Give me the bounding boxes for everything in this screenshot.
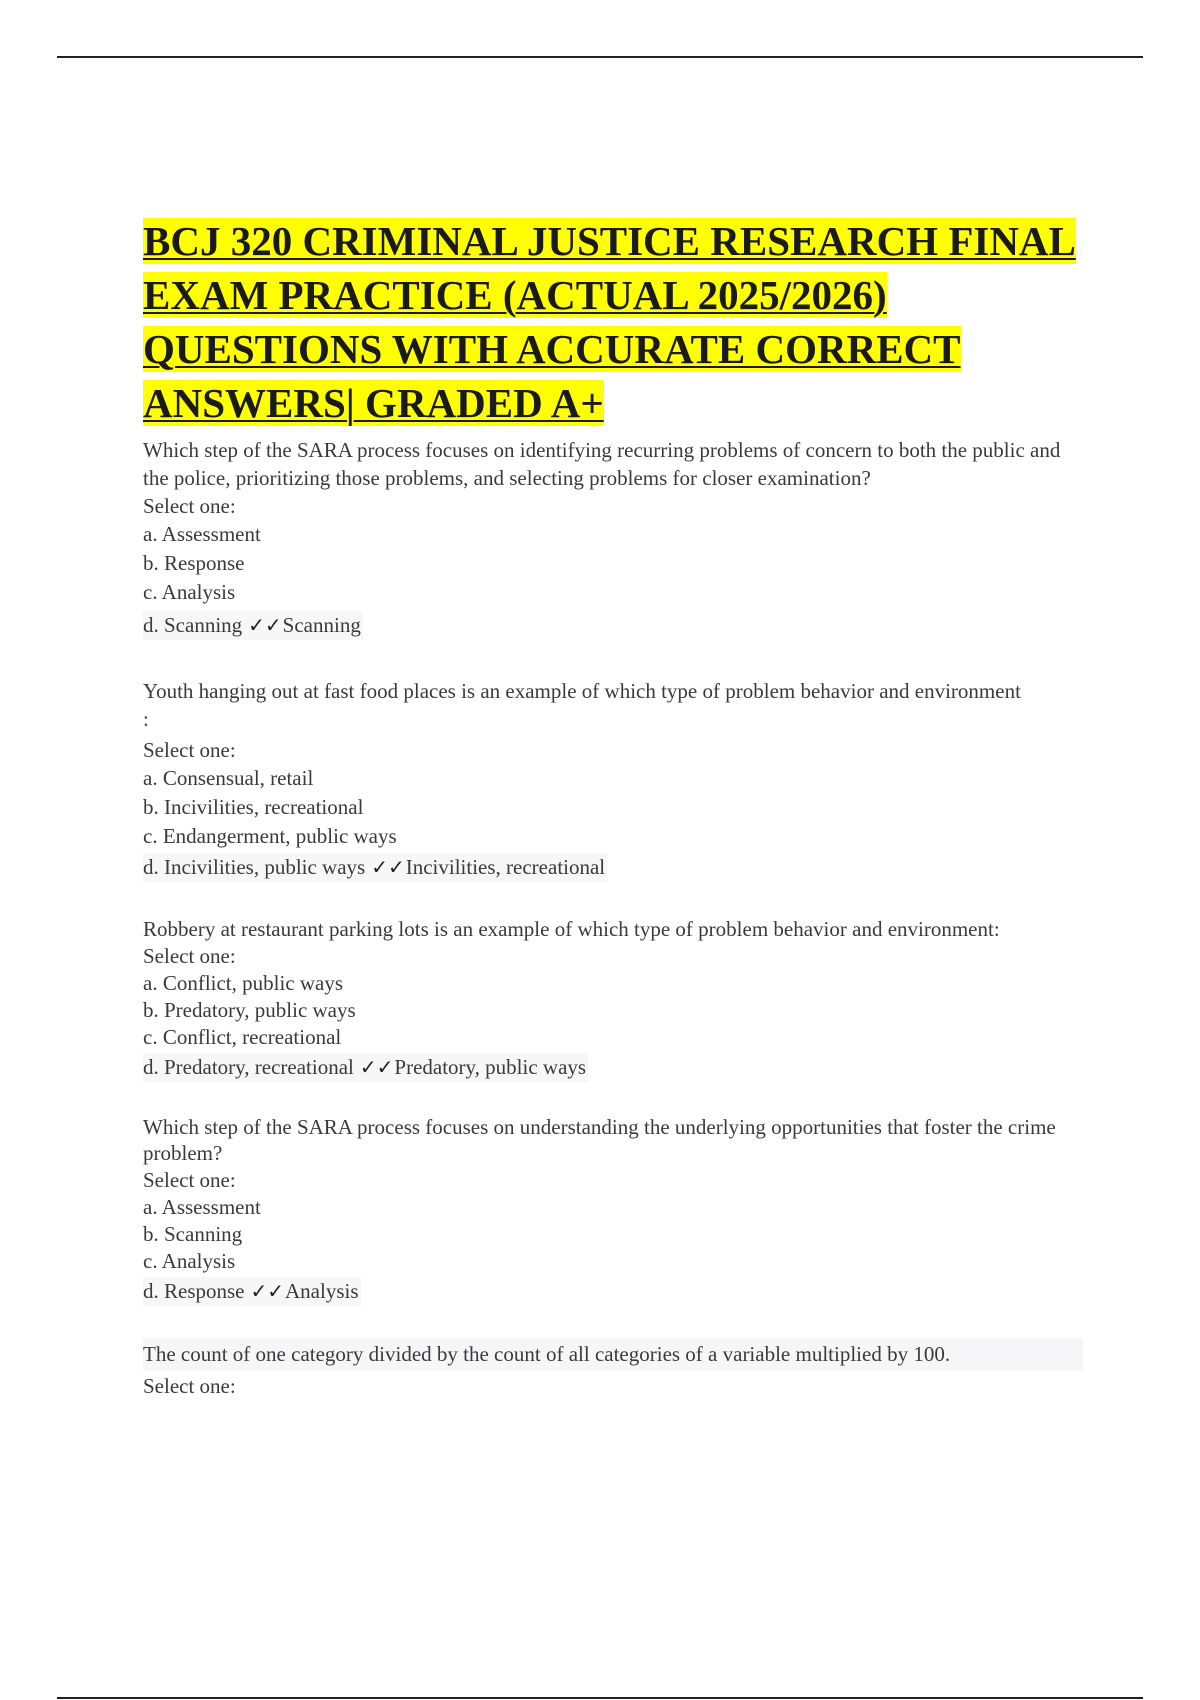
select-prompt: Select one:	[143, 1374, 236, 1398]
option-d-with-answer	[143, 1277, 1083, 1306]
option-d-with-answer	[143, 853, 1083, 882]
footer-rule	[57, 1697, 1143, 1699]
double-check-icon: ✓✓	[248, 613, 282, 637]
question-3	[143, 916, 1083, 1082]
select-prompt: Select one:	[143, 1168, 236, 1192]
option-c: c. Analysis	[143, 580, 236, 604]
question-text: Which step of the SARA process focuses on understanding the underlying opportunities that foster the crime problem?	[143, 1115, 1056, 1165]
option-b: b. Response	[143, 551, 245, 575]
question-5	[143, 1338, 1083, 1402]
select-prompt: Select one:	[143, 494, 236, 518]
question-text: The count of one category divided by the count of all categories of a variable multiplied by 100.	[143, 1338, 1083, 1370]
option-d-with-answer	[143, 1053, 1083, 1082]
question-4	[143, 1114, 1083, 1306]
option-d: d. Predatory, recreational	[143, 1055, 354, 1079]
answer-line	[143, 1053, 588, 1082]
option-b: b. Scanning	[143, 1222, 243, 1246]
question-text: Which step of the SARA process focuses on identifying recurring problems of concern to both the public and the police, prioritizing those problems, and selecting problems for closer examination?	[143, 438, 1061, 490]
double-check-icon: ✓✓	[359, 1055, 394, 1079]
select-prompt: Select one:	[143, 738, 236, 762]
option-d-with-answer	[143, 611, 1083, 640]
double-check-icon: ✓✓	[250, 1279, 285, 1303]
select-prompt: Select one:	[143, 944, 236, 968]
answer-line	[143, 611, 363, 640]
document-title: BCJ 320 CRIMINAL JUSTICE RESEARCH FINAL EXAM PRACTICE (ACTUAL 2025/2026) QUESTIONS WITH ACCURATE CORRECT ANSWERS| GRADED A+	[143, 218, 1076, 426]
option-c: c. Conflict, recreational	[143, 1025, 342, 1049]
option-d: d. Scanning	[143, 613, 243, 637]
option-a: a. Assessment	[143, 522, 261, 546]
header-rule	[57, 56, 1143, 58]
document-body	[143, 214, 1083, 1402]
double-check-icon: ✓✓	[371, 855, 405, 879]
question-text: Youth hanging out at fast food places is an example of which type of problem behavior and environment	[143, 679, 1021, 703]
option-a: a. Consensual, retail	[143, 766, 314, 790]
option-a: a. Assessment	[143, 1195, 261, 1219]
option-c: c. Endangerment, public ways	[143, 824, 397, 848]
question-text: Robbery at restaurant parking lots is an example of which type of problem behavior and environment:	[143, 917, 1000, 941]
option-d: d. Incivilities, public ways	[143, 855, 366, 879]
option-c: c. Analysis	[143, 1249, 236, 1273]
option-b: b. Incivilities, recreational	[143, 795, 364, 819]
correct-answer: Analysis	[285, 1279, 359, 1303]
correct-answer: Incivilities, recreational	[405, 855, 606, 879]
correct-answer: Predatory, public ways	[394, 1055, 587, 1079]
answer-line	[143, 853, 607, 882]
correct-answer: Scanning	[282, 613, 361, 637]
question-1	[143, 436, 1083, 640]
answer-line	[143, 1277, 361, 1306]
question-2	[143, 676, 1083, 882]
question-text-extra: :	[143, 707, 149, 731]
option-b: b. Predatory, public ways	[143, 998, 356, 1022]
option-d: d. Response	[143, 1279, 245, 1303]
option-a: a. Conflict, public ways	[143, 971, 344, 995]
